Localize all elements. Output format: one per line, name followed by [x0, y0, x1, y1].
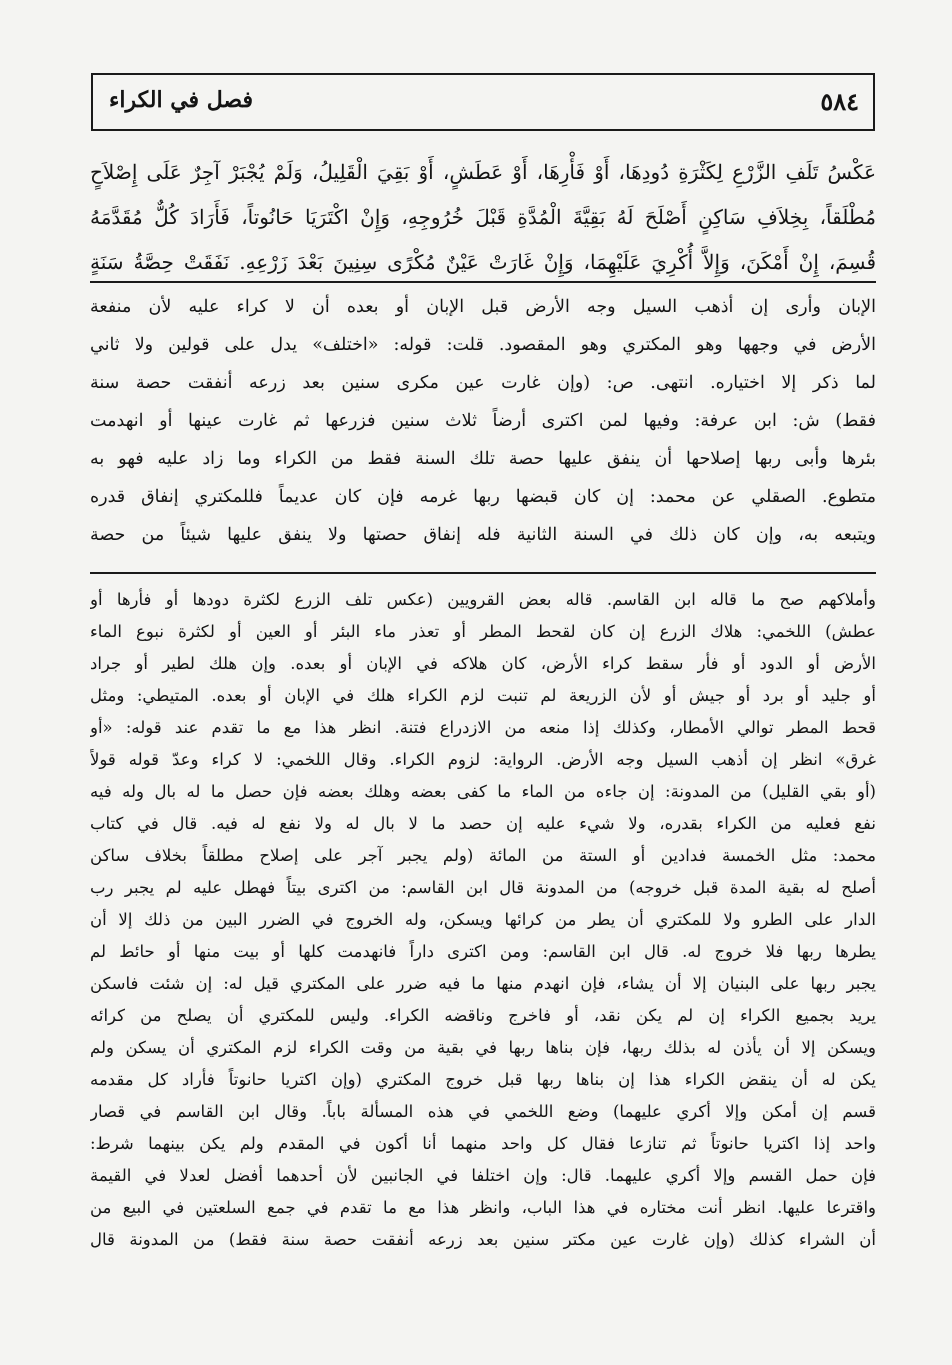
commentary-line: يطرها ربها فلا خروج له. قال ابن القاسم: ومن اكترى داراً فانهدمت كلها أو بيت منها أو حائط لم	[90, 942, 876, 961]
chapter-title: فصل في الكراء	[109, 87, 253, 113]
commentary-line: أو جليد أو برد أو جيش أو لأن الزريعة لم تنبت لزم الكراء هلك في الإبان أو بعده. المتيطي: ومثل	[90, 686, 876, 705]
commentary-line: واقترعا عليها. انظر أنت مختاره في هذا الباب، وانظر هذا مع ما تقدم في جمع السلعتين في البيع من	[90, 1198, 876, 1217]
commentary-line: وأملاكهم صح ما قاله ابن القاسم. قاله بعض القرويين (عكس تلف الزرع لكثرة دودها أو فأرها أو	[90, 590, 876, 609]
commentary-line: واحد إذا اكتريا حانوتاً ثم تنازعا فقال كل واحد منهما أنا أكون في المقدم ولم يكن بينهما شرط:	[90, 1134, 876, 1153]
commentary-line: قسم إن أمكن وإلا أكري عليهما) وضع اللخمي في هذه المسألة باباً. وقال ابن القاسم في قصار	[90, 1102, 876, 1121]
main-text	[90, 150, 876, 285]
page-number: ٥٨٤	[820, 87, 859, 116]
commentary-line: (أو بقي القليل) من المدونة: إن جاءه من الماء ما كفى بعضه وهلك بعضه فإن حصل ما له بال وله فيه	[90, 782, 876, 801]
commentary-line: لما ذكر إلا اختياره. انتهى. ص: (وإن غارت عين مكرى سنين بعد زرعه أنفقت حصة سنة	[90, 373, 876, 393]
commentary-line: الأرض أو الدود أو فأر سقط كراء الأرض، كان هلاكه في الإبان أو بعده. وإن هلك لطير أو جراد	[90, 654, 876, 673]
section-divider	[90, 572, 876, 574]
commentary-first	[90, 288, 876, 554]
commentary-line: يريد بجميع الكراء إن لم يكن نقد، أو فاخرج وناقضه الكراء. وليس للمكتري أن يصلح من كرائه	[90, 1006, 876, 1025]
commentary-line: محمد: مثل الخمسة فدادين أو الستة من المائة (ولم يجبر آجر على إصلاح مطلقاً بخلاف ساكن	[90, 846, 876, 865]
commentary-line: الدار على الطرو ولا للمكتري أن يطر من كرائها ويسكن، وله الخروج في الضرر البين من ذلك إلا أن	[90, 910, 876, 929]
matn-line: عَكْسُ تَلَفِ الزَّرْعِ لِكَثْرَةِ دُودِهَا، أَوْ فَأْرِهَا، أَوْ عَطَشٍ، أَوْ بَقِيَ الْقَلِيلُ، وَلَمْ يُجْبَرْ آجِرٌ عَلَى إِصْلاَحٍ	[90, 160, 876, 184]
commentary-line: الأرض في وجهها وهو المكتري وهو المقصود. قلت: قوله: «اختلف» يدل على قولين ولا ثاني	[90, 335, 876, 355]
commentary-line: فإن حمل القسم وإلا أكري عليهما. قال: وإن اختلفا في الجانبين لأن أحدهما أفضل لعدلا في القيمة	[90, 1166, 876, 1185]
commentary-line: عطش) اللخمي: هلاك الزرع إن كان لقحط المطر أو تعذر ماء البئر أو العين أو لكثرة نبوع الماء	[90, 622, 876, 641]
commentary-line: الإبان وأرى إن أذهب السيل وجه الأرض قبل الإبان أو بعده أن لا كراء عليه لأن منفعة	[90, 297, 876, 317]
page-header	[91, 73, 875, 131]
commentary-second	[90, 584, 876, 1256]
commentary-line: متطوع. الصقلي عن محمد: إن كان قبضها ربها غرمه فإن كان عديماً فللمكتري إنفاق قدره	[90, 487, 876, 507]
commentary-line: يجبر ربها على البنيان إلا أن يشاء، فإن انهدم منها ما فيه ضرر على المكتري قيل له: إن شئت فاسكن	[90, 974, 876, 993]
section-divider	[90, 281, 876, 283]
commentary-line: ويسكن إلا أن يأذن له بذلك ربها، فإن بناها ربها في بقية من وقت الكراء لزم المكتري أن يسكن ولم	[90, 1038, 876, 1057]
commentary-line: أصلح له بقية المدة قبل خروجه) من المدونة قال ابن القاسم: من اكترى بيتاً فهطل عليه لم يجبر رب	[90, 878, 876, 897]
commentary-line: غرق» انظر إن أذهب السيل وجه الأرض. الرواية: لزوم الكراء. وقال اللخمي: لا كراء وعدّ قوله قولاً	[90, 750, 876, 769]
commentary-line: فقط) ش: ابن عرفة: وفيها لمن اكترى أرضاً ثلاث سنين فزرعها ثم غارت عينها أو انهدمت	[90, 411, 876, 431]
commentary-line: نفع فعليه من الكراء بقدره، ولا شيء عليه إن حصد ما لا بال له ولا نفع له فيه. قال في كتاب	[90, 814, 876, 833]
commentary-line: أن الشراء كذلك (وإن غارت عين مكتر سنين بعد زرعه أنفقت حصة سنة فقط) من المدونة قال	[90, 1230, 876, 1249]
commentary-line: يكن له أن ينقض الكراء هذا إن بناها ربها قبل خروج المكتري (وإن اكتريا حانوتاً فأراد كل مقدمه	[90, 1070, 876, 1089]
commentary-line: قحط المطر توالي الأمطار، وكذلك إذا منعه من الازدراع فتنة. انظر هذا مع ما تقدم عند قوله: «أو	[90, 718, 876, 737]
commentary-line: بئرها وأبى ربها إصلاحها أن ينفق عليها حصة تلك السنة فقط من الكراء وما زاد عليه فهو به	[90, 449, 876, 469]
commentary-line: ويتبعه به، وإن كان ذلك في السنة الثانية فله إنفاق حصتها ولا ينفق عليها شيئاً من حصة	[90, 525, 876, 545]
matn-line: قُسِمَ، إِنْ أَمْكَنَ، وَإِلاَّ أُكْرِيَ عَلَيْهِمَا، وَإِنْ غَارَتْ عَيْنٌ مُكْرًى سِنِينَ بَعْدَ زَرْعِهِ. نَفَقَتْ حِصَّةُ سَنَةٍ	[90, 250, 876, 274]
matn-line: مُطْلَقاً، بِخِلاَفِ سَاكِنٍ أَصْلَحَ لَهُ بَقِيَّةَ الْمُدَّةِ قَبْلَ خُرُوجِهِ، وَإِنْ اكْتَرَيَا حَانُوتاً، فَأَرَادَ كُلٌّ مُقَدَّمَهُ	[90, 205, 876, 229]
